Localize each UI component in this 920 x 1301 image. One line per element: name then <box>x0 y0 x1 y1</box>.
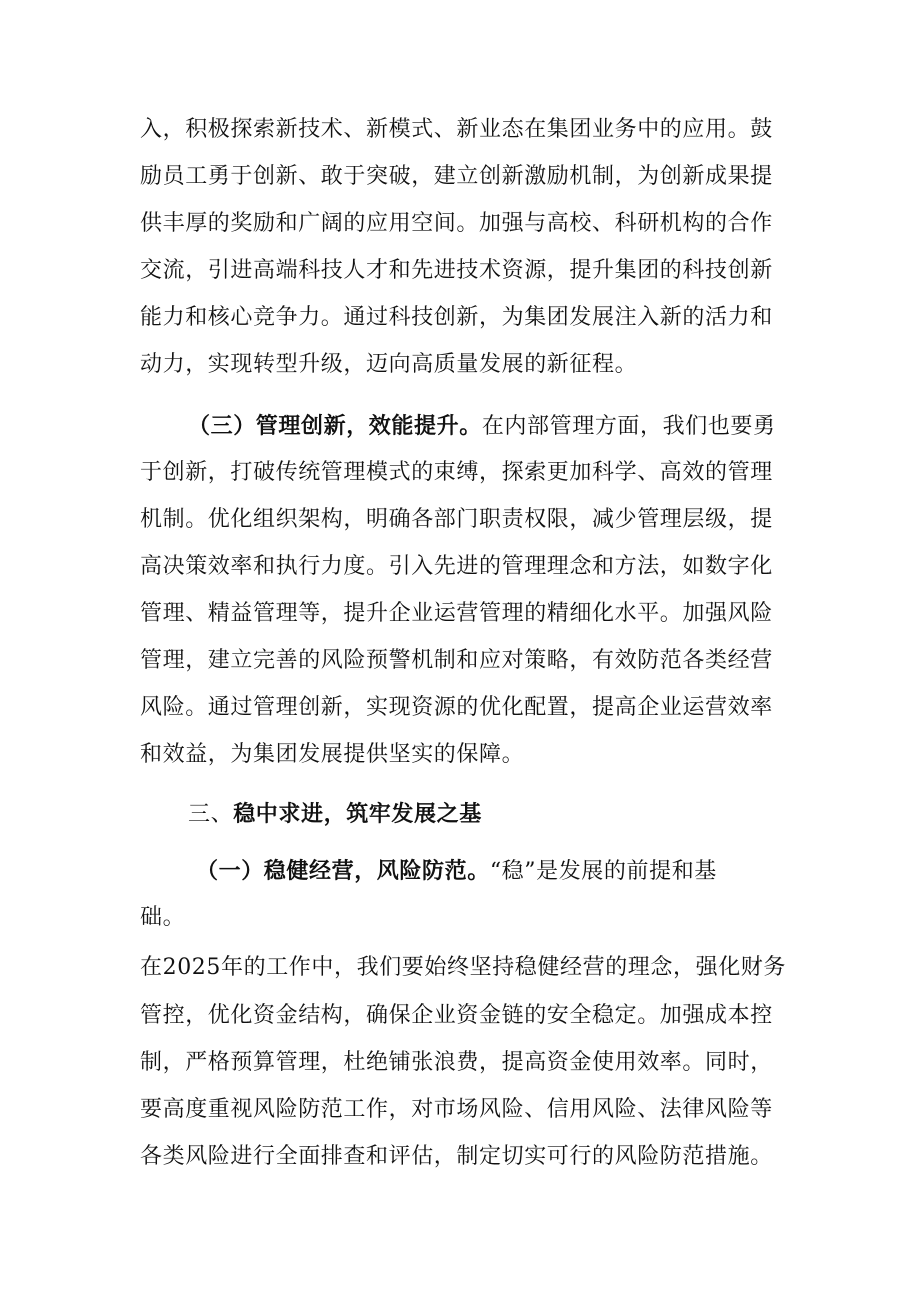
paragraph-line: 风险。通过管理创新，实现资源的优化配置，提高企业运营效率 <box>140 695 773 720</box>
paragraph-line <box>188 410 776 442</box>
paragraph-line: 于创新，打破传统管理模式的束缚，探索更加科学、高效的管理 <box>140 460 773 485</box>
paragraph-line: 机制。优化组织架构，明确各部门职责权限，减少管理层级，提 <box>140 507 773 532</box>
paragraph-line: 管理，建立完善的风险预警机制和应对策略，有效防范各类经营 <box>140 648 773 673</box>
paragraph-line: 入，积极探索新技术、新模式、新业态在集团业务中的应用。鼓 <box>140 117 773 142</box>
paragraph-line: 础。 <box>140 905 186 930</box>
section-heading <box>188 798 482 830</box>
paragraph-line: 交流，引进高端科技人才和先进技术资源，提升集团的科技创新 <box>140 258 773 283</box>
subsection-heading: （一）稳健经营，风险防范。 <box>196 858 490 884</box>
section-number: 三、 <box>188 802 234 827</box>
paragraph-line: 各类风险进行全面排查和评估，制定切实可行的风险防范措施。 <box>140 1144 773 1169</box>
paragraph-line: 供丰厚的奖励和广阔的应用空间。加强与高校、科研机构的合作 <box>140 211 773 236</box>
paragraph-text: 在内部管理方面，我们也要勇 <box>481 414 776 439</box>
paragraph-line: 管控，优化资金结构，确保企业资金链的安全稳定。加强成本控 <box>140 1003 773 1028</box>
paragraph-line: 制，严格预算管理，杜绝铺张浪费，提高资金使用效率。同时， <box>140 1050 773 1075</box>
paragraph-text: “稳”是发展的前提和基 <box>489 859 717 884</box>
paragraph-line: 要高度重视风险防范工作，对市场风险、信用风险、法律风险等 <box>140 1097 773 1122</box>
subsection-heading: （三）管理创新，效能提升。 <box>188 413 482 439</box>
paragraph-line: 和效益，为集团发展提供坚实的保障。 <box>140 742 525 767</box>
paragraph-line: 动力，实现转型升级，迈向高质量发展的新征程。 <box>140 352 638 377</box>
section-title: 稳中求进，筑牢发展之基 <box>233 801 482 827</box>
paragraph-line: 能力和核心竞争力。通过科技创新，为集团发展注入新的活力和 <box>140 305 773 330</box>
paragraph-line: 管理、精益管理等，提升企业运营管理的精细化水平。加强风险 <box>140 601 773 626</box>
paragraph-line: 高决策效率和执行力度。引入先进的管理理念和方法，如数字化 <box>140 554 773 579</box>
paragraph-line: 在2025年的工作中，我们要始终坚持稳健经营的理念，强化财务 <box>140 955 786 980</box>
paragraph-line: 励员工勇于创新、敢于突破，建立创新激励机制，为创新成果提 <box>140 164 773 189</box>
paragraph-line <box>196 855 717 887</box>
